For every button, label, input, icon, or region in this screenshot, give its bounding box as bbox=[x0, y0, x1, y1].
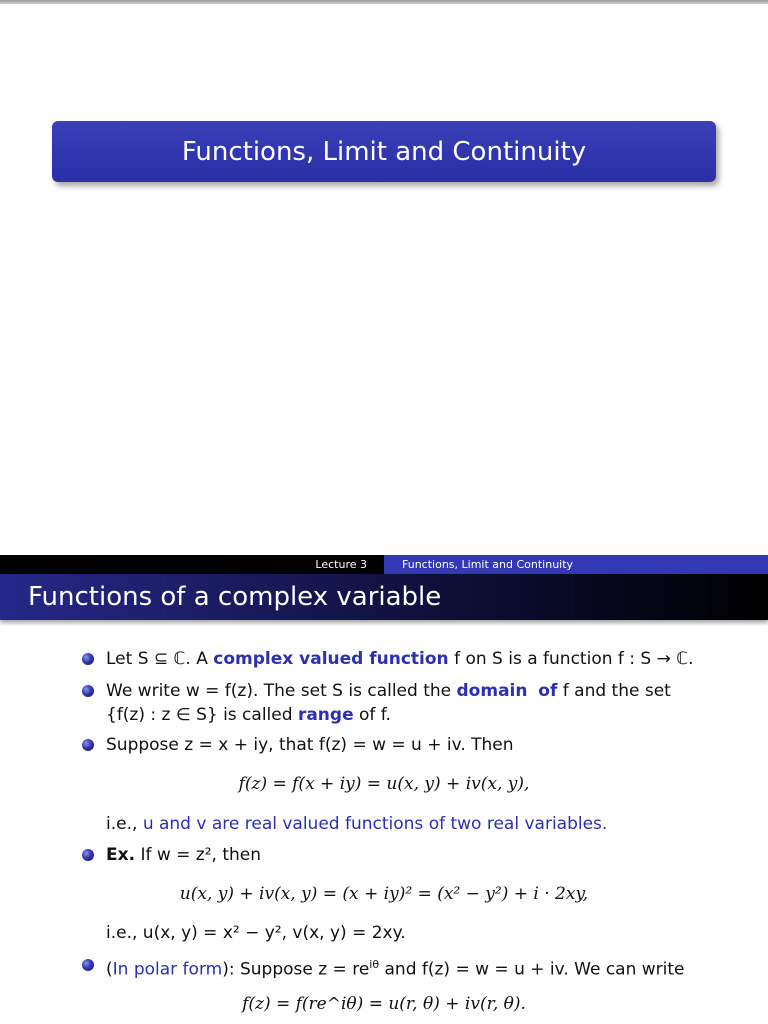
list-item bbox=[106, 953, 726, 982]
item-text: We write w = f(z). The set S is called the bbox=[106, 681, 457, 701]
item-text: ( bbox=[106, 959, 113, 980]
item-text: i.e., bbox=[106, 814, 143, 834]
highlight-text: u and v are real valued functions of two real variables. bbox=[142, 814, 608, 834]
term-complex-valued-function: complex valued function bbox=[213, 649, 449, 669]
term-domain: domain bbox=[456, 681, 528, 701]
list-item bbox=[106, 679, 726, 727]
equation-2: u(x, y) + iv(x, y) = (x + iy)² = (x² − y²) + i · 2xy, bbox=[179, 884, 589, 904]
item-text: If w = z², then bbox=[135, 845, 262, 865]
bullet-icon bbox=[82, 849, 94, 861]
list-item bbox=[106, 733, 726, 757]
term-of: of bbox=[538, 681, 558, 701]
ie-line-1 bbox=[106, 812, 726, 836]
bullet-icon bbox=[82, 685, 94, 697]
item-text: and f(z) = w = u + iv. We can write bbox=[379, 959, 685, 980]
highlight-polar-form: In polar form bbox=[112, 959, 223, 980]
ie-line-2: i.e., u(x, y) = x² − y², v(x, y) = 2xy. bbox=[106, 923, 406, 943]
frame-title-text: Functions of a complex variable bbox=[28, 582, 442, 612]
superscript: iθ bbox=[369, 958, 380, 971]
equation-3: f(z) = f(re^iθ) = u(r, θ) + iv(r, θ). bbox=[242, 994, 526, 1014]
slide-title: Functions, Limit and Continuity bbox=[181, 136, 587, 167]
item-text: ): Suppose z = re bbox=[222, 959, 370, 980]
list-item bbox=[106, 647, 726, 671]
list-item bbox=[106, 843, 726, 867]
example-label: Ex. bbox=[106, 845, 136, 865]
item-text: of f. bbox=[353, 705, 391, 725]
item-text: Let S ⊆ ℂ. A bbox=[106, 649, 214, 669]
headline-section[interactable]: Functions, Limit and Continuity bbox=[384, 555, 768, 574]
term-range: range bbox=[297, 705, 354, 725]
headline-bar bbox=[0, 555, 768, 574]
bullet-icon bbox=[82, 739, 94, 751]
bullet-icon bbox=[82, 653, 94, 665]
item-text: f on S is a function f : S → ℂ. bbox=[448, 649, 694, 669]
top-border bbox=[0, 0, 768, 4]
item-text: Suppose z = x + iy, that f(z) = w = u + iv. Then bbox=[106, 735, 514, 755]
equation-1: f(z) = f(x + iy) = u(x, y) + iv(x, y), bbox=[238, 774, 530, 794]
headline-lecture[interactable]: Lecture 3 bbox=[0, 555, 384, 574]
frame-title bbox=[0, 574, 768, 620]
slide-title-box bbox=[52, 121, 716, 182]
item-text: {f(z) : z ∈ S} is called bbox=[106, 705, 298, 725]
item-text: f and the set bbox=[557, 681, 671, 701]
bullet-icon bbox=[82, 959, 94, 971]
